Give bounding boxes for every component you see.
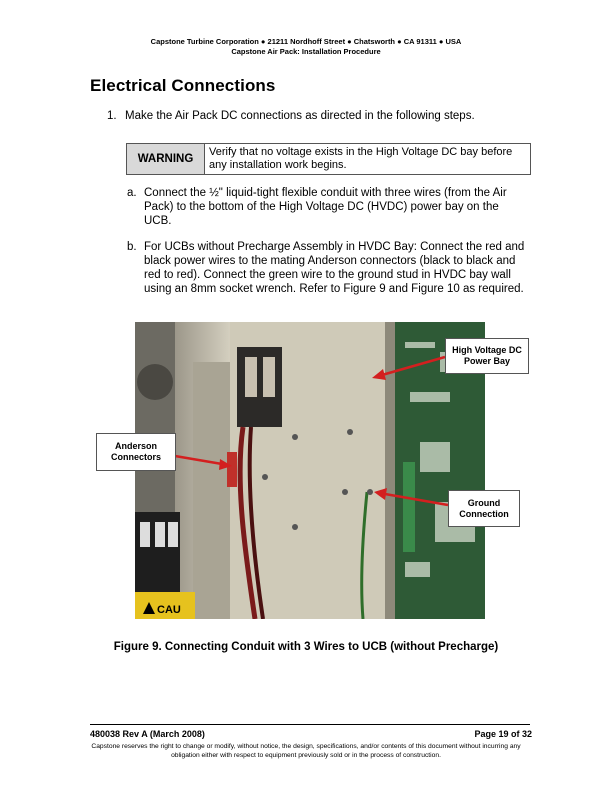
step-1 <box>107 110 475 122</box>
ucb-photo-illustration <box>135 322 485 619</box>
warning-label: WARNING <box>127 144 205 174</box>
substep-b <box>127 240 527 296</box>
figure-photo <box>135 322 485 619</box>
step-number: 1. <box>107 110 117 122</box>
footer-rule <box>90 724 530 725</box>
page-header <box>0 37 612 57</box>
step-text: Make the Air Pack DC connections as directed in the following steps. <box>125 110 475 122</box>
substep-a <box>127 186 527 228</box>
footer-disclaimer: Capstone reserves the right to change or modify, without notice, the design, specifications, and/or contents of this document without incurring any obligation either with respect to equipment previously sold or in the process of construction. <box>91 743 521 759</box>
substep-letter: b. <box>127 241 137 253</box>
header-address: Capstone Turbine Corporation ● 21211 Nordhoff Street ● Chatsworth ● CA 91311 ● USA <box>150 37 462 46</box>
warning-text: Verify that no voltage exists in the High Voltage DC bay before any installation work begins. <box>209 146 513 171</box>
callout-hv-power-bay: High Voltage DC Power Bay <box>445 338 529 374</box>
header-doc-title: Capstone Air Pack: Installation Procedure <box>231 47 381 56</box>
warning-box <box>126 143 531 175</box>
footer-doc-number: 480038 Rev A (March 2008) <box>90 729 205 739</box>
substep-text: For UCBs without Precharge Assembly in HVDC Bay: Connect the red and black power wires to the mating Anderson connectors (black to black and red to red). Connect the green wire to the ground stud in HVDC bay wall using an 8mm socket wrench. Refer to Figure 9 and Figure 10 as required. <box>144 241 525 295</box>
footer-page-number: Page 19 of 32 <box>474 729 532 739</box>
callout-anderson-connectors: Anderson Connectors <box>96 433 176 471</box>
section-title: Electrical Connections <box>90 76 276 95</box>
callout-ground-connection: Ground Connection <box>448 490 520 527</box>
figure-caption: Figure 9. Connecting Conduit with 3 Wires to UCB (without Precharge) <box>113 641 499 653</box>
substep-text: Connect the ½" liquid-tight flexible conduit with three wires (from the Air Pack) to the bottom of the High Voltage DC (HVDC) power bay on the UCB. <box>144 187 507 227</box>
caution-label: CAU <box>157 604 181 616</box>
substep-letter: a. <box>127 187 137 199</box>
